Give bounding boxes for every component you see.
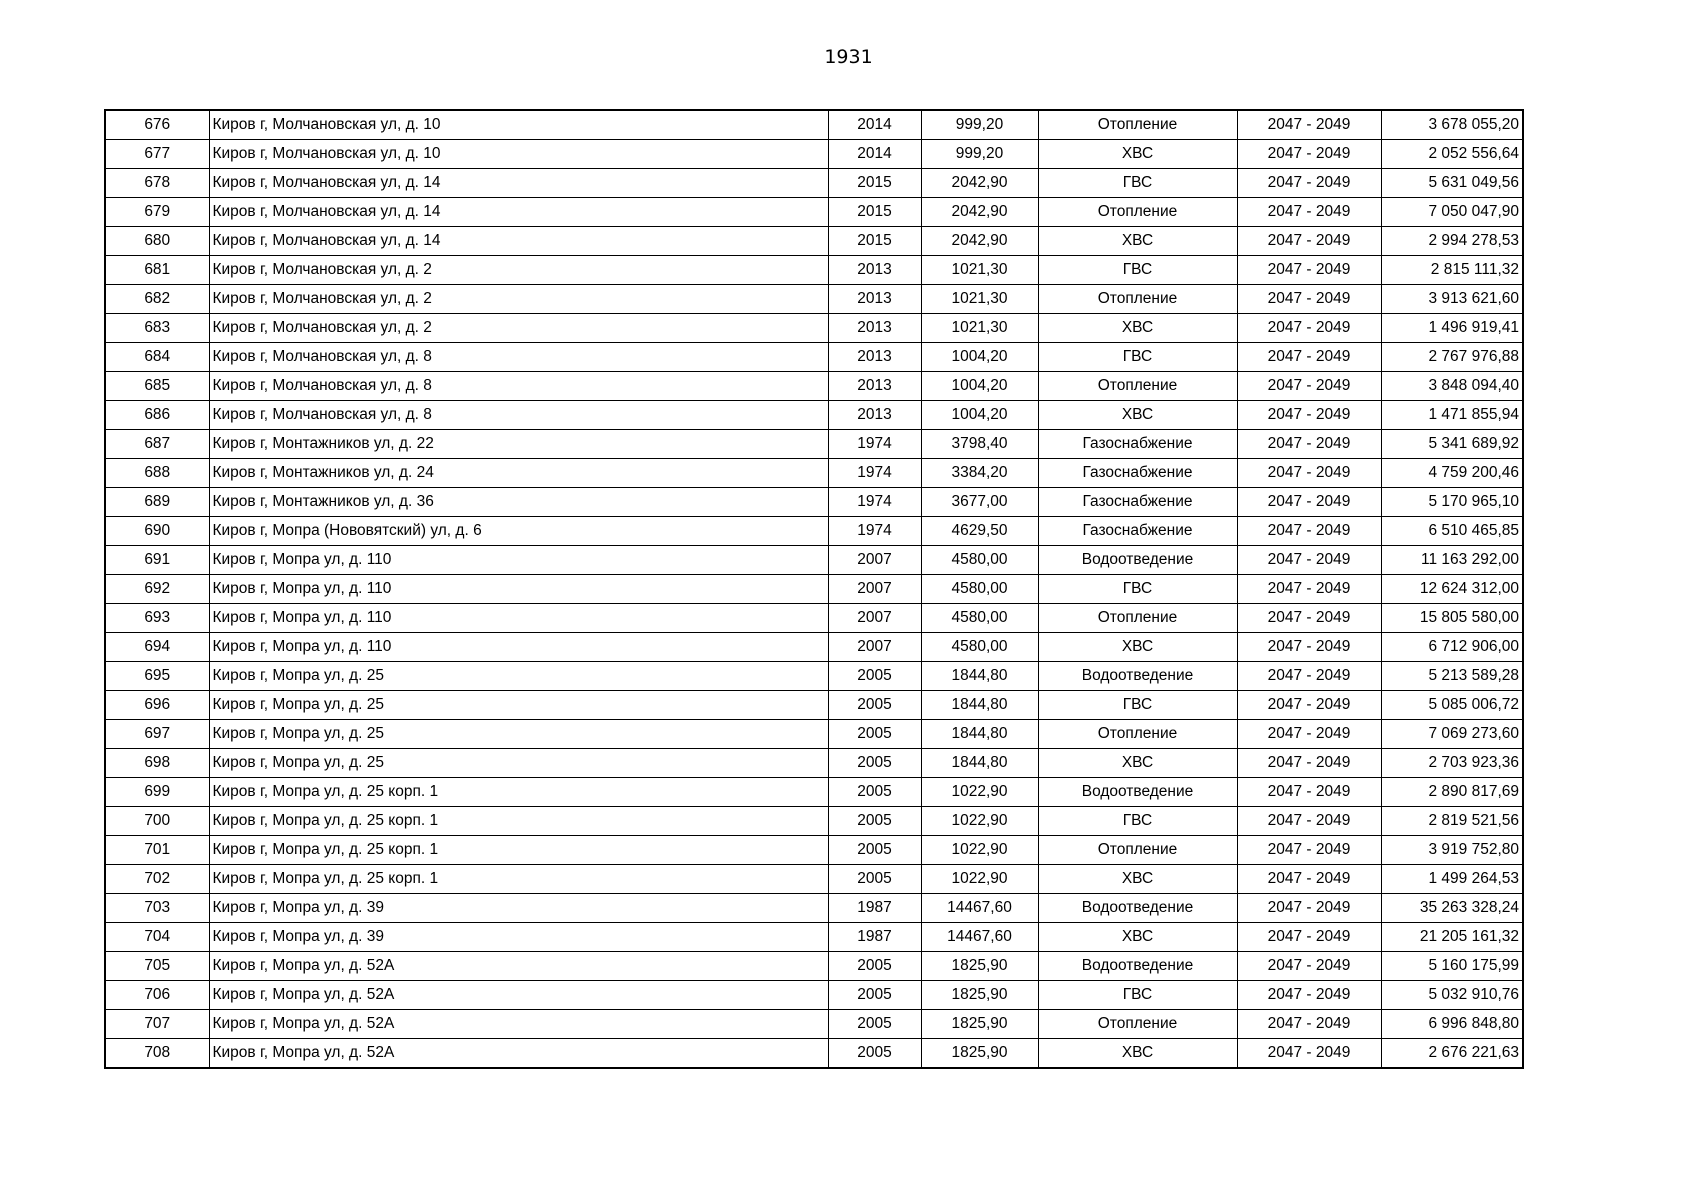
service-cell: Водоотведение: [1038, 662, 1237, 691]
service-cell: Газоснабжение: [1038, 459, 1237, 488]
cost-cell: 6 712 906,00: [1381, 633, 1523, 662]
period-cell: 2047 - 2049: [1237, 517, 1381, 546]
area-cell: 2042,90: [921, 198, 1038, 227]
row-number: 697: [105, 720, 209, 749]
cost-cell: 2 890 817,69: [1381, 778, 1523, 807]
table-row: [105, 575, 1523, 604]
cost-cell: 1 496 919,41: [1381, 314, 1523, 343]
year-cell: 2007: [828, 575, 921, 604]
row-number: 680: [105, 227, 209, 256]
address-cell: Киров г, Монтажников ул, д. 22: [209, 430, 828, 459]
service-cell: ХВС: [1038, 1039, 1237, 1069]
period-cell: 2047 - 2049: [1237, 372, 1381, 401]
service-cell: Отопление: [1038, 372, 1237, 401]
row-number: 679: [105, 198, 209, 227]
year-cell: 2014: [828, 110, 921, 140]
row-number: 704: [105, 923, 209, 952]
address-cell: Киров г, Мопра ул, д. 25 корп. 1: [209, 807, 828, 836]
cost-cell: 2 819 521,56: [1381, 807, 1523, 836]
table-row: [105, 923, 1523, 952]
period-cell: 2047 - 2049: [1237, 894, 1381, 923]
area-cell: 1022,90: [921, 836, 1038, 865]
year-cell: 2014: [828, 140, 921, 169]
period-cell: 2047 - 2049: [1237, 140, 1381, 169]
address-cell: Киров г, Молчановская ул, д. 8: [209, 372, 828, 401]
row-number: 678: [105, 169, 209, 198]
address-cell: Киров г, Молчановская ул, д. 14: [209, 227, 828, 256]
service-cell: Газоснабжение: [1038, 488, 1237, 517]
service-cell: ХВС: [1038, 314, 1237, 343]
address-cell: Киров г, Мопра (Нововятский) ул, д. 6: [209, 517, 828, 546]
table-row: [105, 1010, 1523, 1039]
cost-cell: 6 996 848,80: [1381, 1010, 1523, 1039]
area-cell: 1825,90: [921, 981, 1038, 1010]
year-cell: 2005: [828, 981, 921, 1010]
row-number: 684: [105, 343, 209, 372]
cost-cell: 2 994 278,53: [1381, 227, 1523, 256]
cost-cell: 21 205 161,32: [1381, 923, 1523, 952]
cost-cell: 3 678 055,20: [1381, 110, 1523, 140]
area-cell: 1844,80: [921, 720, 1038, 749]
period-cell: 2047 - 2049: [1237, 981, 1381, 1010]
address-cell: Киров г, Молчановская ул, д. 14: [209, 169, 828, 198]
cost-cell: 1 499 264,53: [1381, 865, 1523, 894]
year-cell: 2007: [828, 604, 921, 633]
area-cell: 3677,00: [921, 488, 1038, 517]
cost-cell: 4 759 200,46: [1381, 459, 1523, 488]
period-cell: 2047 - 2049: [1237, 778, 1381, 807]
registry-table: [104, 109, 1524, 1069]
service-cell: Газоснабжение: [1038, 430, 1237, 459]
row-number: 691: [105, 546, 209, 575]
service-cell: Отопление: [1038, 836, 1237, 865]
table-row: [105, 372, 1523, 401]
year-cell: 2013: [828, 372, 921, 401]
table-row: [105, 749, 1523, 778]
period-cell: 2047 - 2049: [1237, 952, 1381, 981]
row-number: 685: [105, 372, 209, 401]
year-cell: 2005: [828, 865, 921, 894]
table-row: [105, 691, 1523, 720]
service-cell: ХВС: [1038, 227, 1237, 256]
area-cell: 1004,20: [921, 401, 1038, 430]
address-cell: Киров г, Мопра ул, д. 39: [209, 923, 828, 952]
cost-cell: 2 052 556,64: [1381, 140, 1523, 169]
area-cell: 1844,80: [921, 749, 1038, 778]
service-cell: ХВС: [1038, 401, 1237, 430]
year-cell: 2005: [828, 836, 921, 865]
area-cell: 4580,00: [921, 546, 1038, 575]
period-cell: 2047 - 2049: [1237, 459, 1381, 488]
cost-cell: 5 085 006,72: [1381, 691, 1523, 720]
table-row: [105, 778, 1523, 807]
area-cell: 4580,00: [921, 604, 1038, 633]
service-cell: Отопление: [1038, 604, 1237, 633]
service-cell: Отопление: [1038, 720, 1237, 749]
table-row: [105, 459, 1523, 488]
cost-cell: 12 624 312,00: [1381, 575, 1523, 604]
period-cell: 2047 - 2049: [1237, 1039, 1381, 1069]
address-cell: Киров г, Мопра ул, д. 110: [209, 546, 828, 575]
year-cell: 2013: [828, 401, 921, 430]
area-cell: 1004,20: [921, 372, 1038, 401]
service-cell: Водоотведение: [1038, 894, 1237, 923]
area-cell: 1825,90: [921, 1039, 1038, 1069]
period-cell: 2047 - 2049: [1237, 604, 1381, 633]
cost-cell: 3 848 094,40: [1381, 372, 1523, 401]
area-cell: 1004,20: [921, 343, 1038, 372]
row-number: 676: [105, 110, 209, 140]
table-row: [105, 981, 1523, 1010]
row-number: 696: [105, 691, 209, 720]
address-cell: Киров г, Молчановская ул, д. 10: [209, 140, 828, 169]
address-cell: Киров г, Монтажников ул, д. 36: [209, 488, 828, 517]
area-cell: 1021,30: [921, 256, 1038, 285]
year-cell: 2005: [828, 1039, 921, 1069]
year-cell: 2005: [828, 1010, 921, 1039]
service-cell: Газоснабжение: [1038, 517, 1237, 546]
period-cell: 2047 - 2049: [1237, 430, 1381, 459]
table-row: [105, 1039, 1523, 1069]
row-number: 690: [105, 517, 209, 546]
area-cell: 2042,90: [921, 169, 1038, 198]
year-cell: 2015: [828, 227, 921, 256]
year-cell: 2005: [828, 952, 921, 981]
row-number: 688: [105, 459, 209, 488]
service-cell: Водоотведение: [1038, 546, 1237, 575]
service-cell: ХВС: [1038, 865, 1237, 894]
cost-cell: 5 032 910,76: [1381, 981, 1523, 1010]
address-cell: Киров г, Мопра ул, д. 25: [209, 691, 828, 720]
area-cell: 999,20: [921, 110, 1038, 140]
address-cell: Киров г, Мопра ул, д. 52А: [209, 981, 828, 1010]
service-cell: ГВС: [1038, 691, 1237, 720]
address-cell: Киров г, Молчановская ул, д. 8: [209, 401, 828, 430]
period-cell: 2047 - 2049: [1237, 343, 1381, 372]
address-cell: Киров г, Молчановская ул, д. 8: [209, 343, 828, 372]
row-number: 683: [105, 314, 209, 343]
year-cell: 2015: [828, 169, 921, 198]
service-cell: ХВС: [1038, 749, 1237, 778]
row-number: 706: [105, 981, 209, 1010]
address-cell: Киров г, Мопра ул, д. 52А: [209, 1039, 828, 1069]
service-cell: ГВС: [1038, 256, 1237, 285]
period-cell: 2047 - 2049: [1237, 865, 1381, 894]
cost-cell: 5 213 589,28: [1381, 662, 1523, 691]
row-number: 677: [105, 140, 209, 169]
service-cell: ХВС: [1038, 140, 1237, 169]
row-number: 701: [105, 836, 209, 865]
period-cell: 2047 - 2049: [1237, 285, 1381, 314]
table-row: [105, 430, 1523, 459]
service-cell: ХВС: [1038, 633, 1237, 662]
row-number: 681: [105, 256, 209, 285]
cost-cell: 7 069 273,60: [1381, 720, 1523, 749]
period-cell: 2047 - 2049: [1237, 749, 1381, 778]
table-row: [105, 952, 1523, 981]
period-cell: 2047 - 2049: [1237, 110, 1381, 140]
period-cell: 2047 - 2049: [1237, 314, 1381, 343]
row-number: 682: [105, 285, 209, 314]
table-row: [105, 110, 1523, 140]
year-cell: 2005: [828, 807, 921, 836]
row-number: 689: [105, 488, 209, 517]
area-cell: 1844,80: [921, 662, 1038, 691]
service-cell: ХВС: [1038, 923, 1237, 952]
year-cell: 2007: [828, 546, 921, 575]
row-number: 694: [105, 633, 209, 662]
service-cell: Отопление: [1038, 285, 1237, 314]
service-cell: ГВС: [1038, 807, 1237, 836]
service-cell: Отопление: [1038, 1010, 1237, 1039]
service-cell: Водоотведение: [1038, 778, 1237, 807]
address-cell: Киров г, Мопра ул, д. 52А: [209, 952, 828, 981]
table-row: [105, 546, 1523, 575]
row-number: 692: [105, 575, 209, 604]
year-cell: 1974: [828, 517, 921, 546]
address-cell: Киров г, Мопра ул, д. 25: [209, 662, 828, 691]
year-cell: 2013: [828, 285, 921, 314]
cost-cell: 11 163 292,00: [1381, 546, 1523, 575]
address-cell: Киров г, Мопра ул, д. 25: [209, 749, 828, 778]
cost-cell: 35 263 328,24: [1381, 894, 1523, 923]
table-body: [105, 110, 1523, 1068]
service-cell: Отопление: [1038, 110, 1237, 140]
address-cell: Киров г, Мопра ул, д. 25 корп. 1: [209, 778, 828, 807]
row-number: 708: [105, 1039, 209, 1069]
row-number: 707: [105, 1010, 209, 1039]
row-number: 698: [105, 749, 209, 778]
cost-cell: 5 341 689,92: [1381, 430, 1523, 459]
period-cell: 2047 - 2049: [1237, 691, 1381, 720]
area-cell: 4629,50: [921, 517, 1038, 546]
table-row: [105, 633, 1523, 662]
table-row: [105, 256, 1523, 285]
cost-cell: 1 471 855,94: [1381, 401, 1523, 430]
cost-cell: 5 631 049,56: [1381, 169, 1523, 198]
year-cell: 2013: [828, 343, 921, 372]
page-number: 1931: [824, 46, 873, 68]
address-cell: Киров г, Мопра ул, д. 110: [209, 604, 828, 633]
period-cell: 2047 - 2049: [1237, 256, 1381, 285]
period-cell: 2047 - 2049: [1237, 488, 1381, 517]
area-cell: 1844,80: [921, 691, 1038, 720]
year-cell: 2005: [828, 749, 921, 778]
period-cell: 2047 - 2049: [1237, 662, 1381, 691]
service-cell: ГВС: [1038, 981, 1237, 1010]
cost-cell: 2 676 221,63: [1381, 1039, 1523, 1069]
table-row: [105, 517, 1523, 546]
table-row: [105, 401, 1523, 430]
address-cell: Киров г, Мопра ул, д. 25: [209, 720, 828, 749]
area-cell: 1022,90: [921, 778, 1038, 807]
table-row: [105, 314, 1523, 343]
row-number: 695: [105, 662, 209, 691]
table-row: [105, 894, 1523, 923]
row-number: 687: [105, 430, 209, 459]
area-cell: 1021,30: [921, 285, 1038, 314]
area-cell: 1022,90: [921, 807, 1038, 836]
address-cell: Киров г, Молчановская ул, д. 2: [209, 256, 828, 285]
area-cell: 3798,40: [921, 430, 1038, 459]
cost-cell: 2 703 923,36: [1381, 749, 1523, 778]
address-cell: Киров г, Молчановская ул, д. 14: [209, 198, 828, 227]
area-cell: 4580,00: [921, 575, 1038, 604]
table-row: [105, 227, 1523, 256]
address-cell: Киров г, Мопра ул, д. 110: [209, 575, 828, 604]
row-number: 700: [105, 807, 209, 836]
address-cell: Киров г, Мопра ул, д. 25 корп. 1: [209, 836, 828, 865]
area-cell: 1021,30: [921, 314, 1038, 343]
table-row: [105, 169, 1523, 198]
area-cell: 1825,90: [921, 1010, 1038, 1039]
cost-cell: 7 050 047,90: [1381, 198, 1523, 227]
year-cell: 2013: [828, 256, 921, 285]
cost-cell: 5 170 965,10: [1381, 488, 1523, 517]
cost-cell: 2 767 976,88: [1381, 343, 1523, 372]
address-cell: Киров г, Молчановская ул, д. 2: [209, 314, 828, 343]
year-cell: 1974: [828, 430, 921, 459]
table-row: [105, 285, 1523, 314]
year-cell: 1974: [828, 459, 921, 488]
year-cell: 1987: [828, 923, 921, 952]
table-row: [105, 198, 1523, 227]
service-cell: Водоотведение: [1038, 952, 1237, 981]
period-cell: 2047 - 2049: [1237, 546, 1381, 575]
year-cell: 2005: [828, 778, 921, 807]
row-number: 686: [105, 401, 209, 430]
table-row: [105, 865, 1523, 894]
period-cell: 2047 - 2049: [1237, 575, 1381, 604]
cost-cell: 3 919 752,80: [1381, 836, 1523, 865]
address-cell: Киров г, Мопра ул, д. 25 корп. 1: [209, 865, 828, 894]
address-cell: Киров г, Молчановская ул, д. 10: [209, 110, 828, 140]
row-number: 703: [105, 894, 209, 923]
cost-cell: 2 815 111,32: [1381, 256, 1523, 285]
area-cell: 4580,00: [921, 633, 1038, 662]
period-cell: 2047 - 2049: [1237, 807, 1381, 836]
table-row: [105, 836, 1523, 865]
address-cell: Киров г, Мопра ул, д. 39: [209, 894, 828, 923]
year-cell: 2005: [828, 720, 921, 749]
area-cell: 3384,20: [921, 459, 1038, 488]
row-number: 693: [105, 604, 209, 633]
period-cell: 2047 - 2049: [1237, 720, 1381, 749]
area-cell: 14467,60: [921, 894, 1038, 923]
period-cell: 2047 - 2049: [1237, 633, 1381, 662]
table-row: [105, 343, 1523, 372]
area-cell: 1825,90: [921, 952, 1038, 981]
period-cell: 2047 - 2049: [1237, 401, 1381, 430]
address-cell: Киров г, Монтажников ул, д. 24: [209, 459, 828, 488]
year-cell: 1987: [828, 894, 921, 923]
row-number: 699: [105, 778, 209, 807]
period-cell: 2047 - 2049: [1237, 1010, 1381, 1039]
table-row: [105, 140, 1523, 169]
table-row: [105, 488, 1523, 517]
service-cell: Отопление: [1038, 198, 1237, 227]
cost-cell: 6 510 465,85: [1381, 517, 1523, 546]
period-cell: 2047 - 2049: [1237, 169, 1381, 198]
address-cell: Киров г, Мопра ул, д. 52А: [209, 1010, 828, 1039]
year-cell: 1974: [828, 488, 921, 517]
table-row: [105, 720, 1523, 749]
cost-cell: 5 160 175,99: [1381, 952, 1523, 981]
address-cell: Киров г, Мопра ул, д. 110: [209, 633, 828, 662]
year-cell: 2007: [828, 633, 921, 662]
year-cell: 2005: [828, 662, 921, 691]
address-cell: Киров г, Молчановская ул, д. 2: [209, 285, 828, 314]
table-row: [105, 807, 1523, 836]
area-cell: 999,20: [921, 140, 1038, 169]
cost-cell: 15 805 580,00: [1381, 604, 1523, 633]
cost-cell: 3 913 621,60: [1381, 285, 1523, 314]
year-cell: 2005: [828, 691, 921, 720]
service-cell: ГВС: [1038, 575, 1237, 604]
period-cell: 2047 - 2049: [1237, 836, 1381, 865]
year-cell: 2015: [828, 198, 921, 227]
service-cell: ГВС: [1038, 343, 1237, 372]
period-cell: 2047 - 2049: [1237, 227, 1381, 256]
period-cell: 2047 - 2049: [1237, 923, 1381, 952]
row-number: 705: [105, 952, 209, 981]
table-row: [105, 604, 1523, 633]
service-cell: ГВС: [1038, 169, 1237, 198]
area-cell: 14467,60: [921, 923, 1038, 952]
area-cell: 2042,90: [921, 227, 1038, 256]
row-number: 702: [105, 865, 209, 894]
table-row: [105, 662, 1523, 691]
year-cell: 2013: [828, 314, 921, 343]
period-cell: 2047 - 2049: [1237, 198, 1381, 227]
area-cell: 1022,90: [921, 865, 1038, 894]
